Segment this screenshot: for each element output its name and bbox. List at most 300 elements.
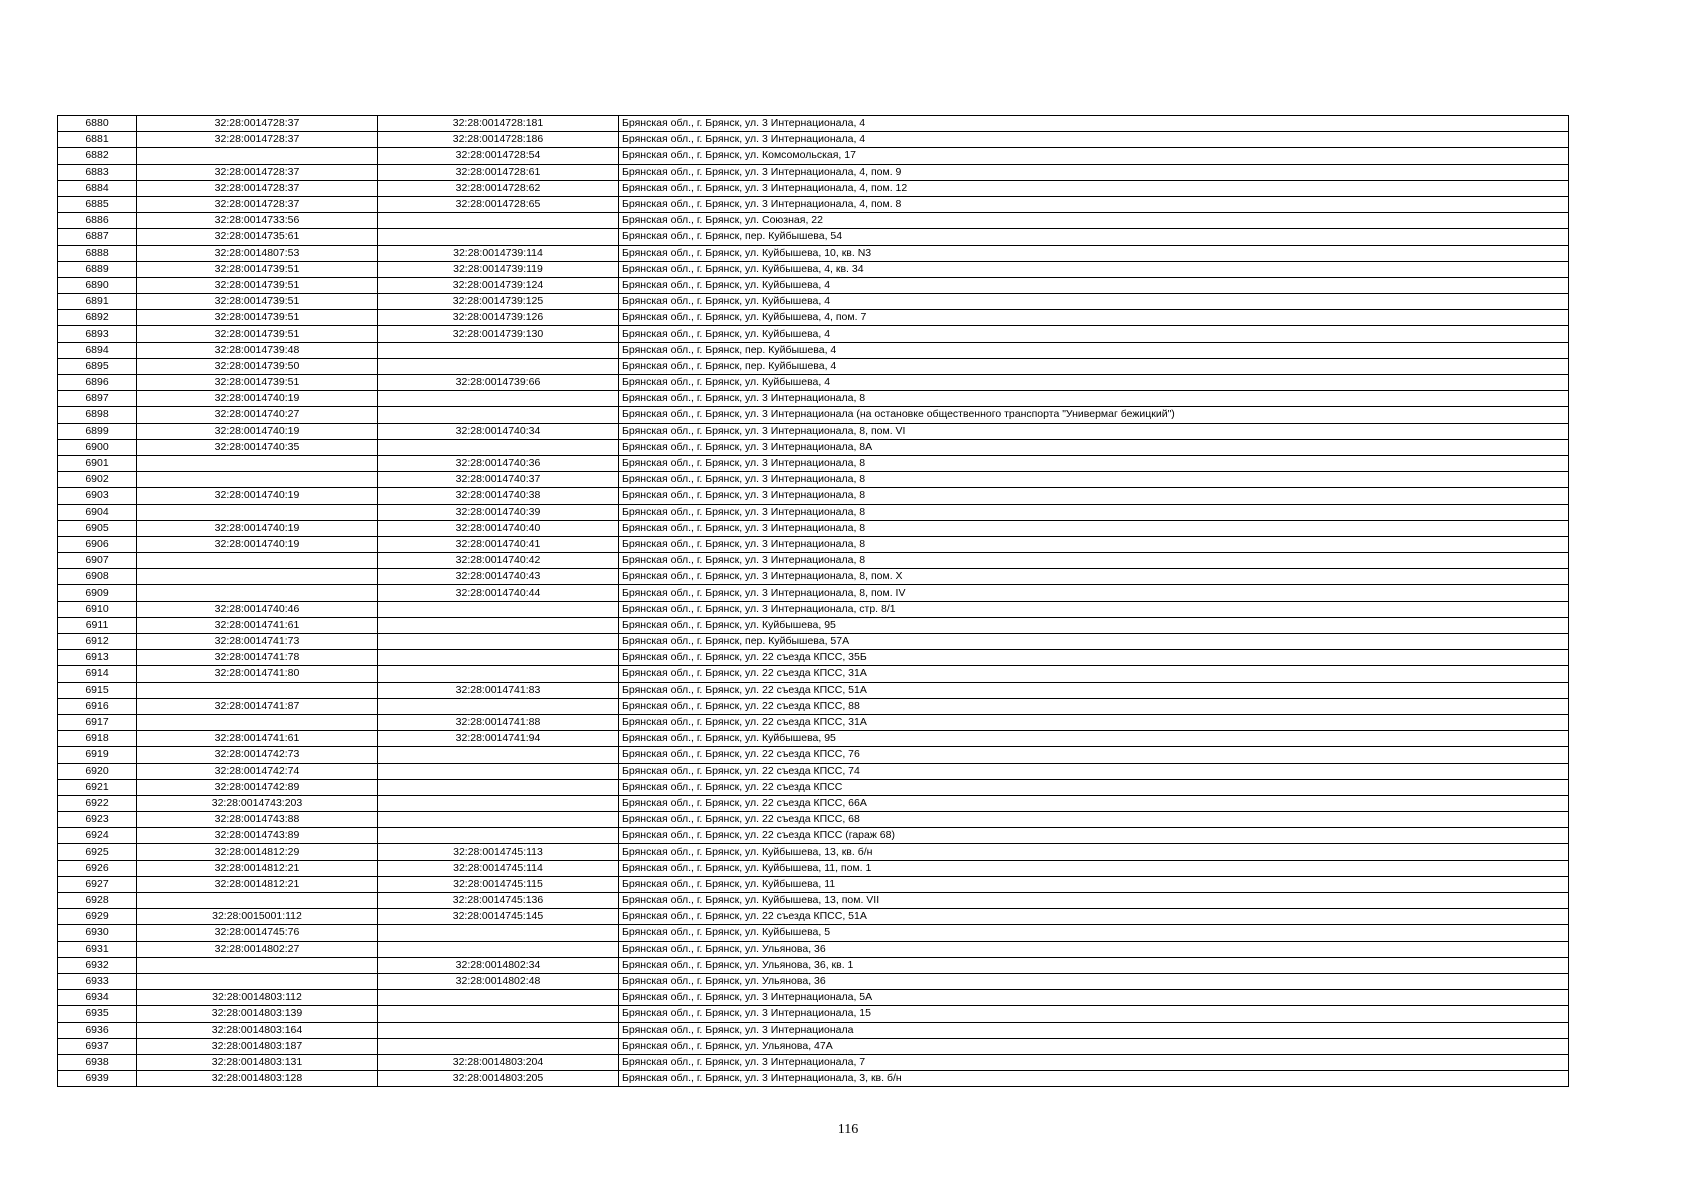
address-cell: Брянская обл., г. Брянск, ул. 22 съезда КПСС, 51А [619,909,1569,925]
address-cell: Брянская обл., г. Брянск, ул. Куйбышева, 95 [619,731,1569,747]
land-cadastral-number-cell [137,714,378,730]
row-number-cell: 6888 [58,245,137,261]
row-number-cell: 6887 [58,229,137,245]
object-cadastral-number-cell: 32:28:0014740:39 [378,504,619,520]
row-number-cell: 6916 [58,698,137,714]
object-cadastral-number-cell [378,650,619,666]
row-number-cell: 6896 [58,375,137,391]
table-row [58,795,1569,811]
table-row [58,407,1569,423]
row-number-cell: 6908 [58,569,137,585]
table-row [58,261,1569,277]
land-cadastral-number-cell: 32:28:0014739:51 [137,277,378,293]
row-number-cell: 6925 [58,844,137,860]
row-number-cell: 6924 [58,828,137,844]
object-cadastral-number-cell: 32:28:0014740:37 [378,472,619,488]
row-number-cell: 6929 [58,909,137,925]
table-row [58,439,1569,455]
land-cadastral-number-cell: 32:28:0014728:37 [137,116,378,132]
object-cadastral-number-cell: 32:28:0014802:48 [378,973,619,989]
address-cell: Брянская обл., г. Брянск, ул. 3 Интернационала, 8 [619,536,1569,552]
table-row [58,731,1569,747]
object-cadastral-number-cell [378,1038,619,1054]
table-row [58,941,1569,957]
table-row [58,504,1569,520]
table-row [58,844,1569,860]
object-cadastral-number-cell [378,779,619,795]
table-row [58,601,1569,617]
land-cadastral-number-cell: 32:28:0014812:21 [137,860,378,876]
row-number-cell: 6914 [58,666,137,682]
table-row [58,310,1569,326]
table-row [58,714,1569,730]
land-cadastral-number-cell: 32:28:0014739:48 [137,342,378,358]
land-cadastral-number-cell: 32:28:0014807:53 [137,245,378,261]
land-cadastral-number-cell: 32:28:0014742:74 [137,763,378,779]
object-cadastral-number-cell: 32:28:0014740:38 [378,488,619,504]
object-cadastral-number-cell [378,634,619,650]
object-cadastral-number-cell: 32:28:0014740:43 [378,569,619,585]
table-row [58,634,1569,650]
object-cadastral-number-cell: 32:28:0014745:113 [378,844,619,860]
land-cadastral-number-cell: 32:28:0014740:19 [137,423,378,439]
row-number-cell: 6882 [58,148,137,164]
row-number-cell: 6937 [58,1038,137,1054]
address-cell: Брянская обл., г. Брянск, ул. Куйбышева, 4 [619,277,1569,293]
object-cadastral-number-cell [378,941,619,957]
row-number-cell: 6899 [58,423,137,439]
land-cadastral-number-cell: 32:28:0014741:87 [137,698,378,714]
row-number-cell: 6919 [58,747,137,763]
row-number-cell: 6922 [58,795,137,811]
land-cadastral-number-cell [137,472,378,488]
land-cadastral-number-cell: 32:28:0014739:51 [137,326,378,342]
object-cadastral-number-cell: 32:28:0014728:186 [378,132,619,148]
object-cadastral-number-cell [378,990,619,1006]
object-cadastral-number-cell [378,763,619,779]
address-cell: Брянская обл., г. Брянск, ул. Куйбышева, 4 [619,326,1569,342]
row-number-cell: 6911 [58,617,137,633]
address-cell: Брянская обл., г. Брянск, ул. Куйбышева, 11, пом. 1 [619,860,1569,876]
table-row [58,666,1569,682]
address-cell: Брянская обл., г. Брянск, ул. Союзная, 22 [619,213,1569,229]
row-number-cell: 6892 [58,310,137,326]
row-number-cell: 6904 [58,504,137,520]
land-cadastral-number-cell: 32:28:0014740:46 [137,601,378,617]
row-number-cell: 6886 [58,213,137,229]
object-cadastral-number-cell [378,666,619,682]
land-cadastral-number-cell: 32:28:0014803:112 [137,990,378,1006]
row-number-cell: 6890 [58,277,137,293]
table-row [58,747,1569,763]
object-cadastral-number-cell: 32:28:0014740:42 [378,553,619,569]
table-row [58,650,1569,666]
land-cadastral-number-cell: 32:28:0014741:61 [137,617,378,633]
address-cell: Брянская обл., г. Брянск, ул. Ульянова, 36 [619,973,1569,989]
land-cadastral-number-cell: 32:28:0014728:37 [137,132,378,148]
table-row [58,893,1569,909]
table-row [58,213,1569,229]
address-cell: Брянская обл., г. Брянск, ул. 3 Интернационала, 8А [619,439,1569,455]
object-cadastral-number-cell [378,1006,619,1022]
object-cadastral-number-cell: 32:28:0014728:62 [378,180,619,196]
land-cadastral-number-cell: 32:28:0014742:89 [137,779,378,795]
address-cell: Брянская обл., г. Брянск, ул. 22 съезда КПСС, 68 [619,812,1569,828]
object-cadastral-number-cell: 32:28:0014739:126 [378,310,619,326]
land-cadastral-number-cell: 32:28:0014728:37 [137,196,378,212]
land-cadastral-number-cell [137,148,378,164]
land-cadastral-number-cell: 32:28:0014733:56 [137,213,378,229]
page-number: 116 [837,1122,859,1137]
row-number-cell: 6900 [58,439,137,455]
land-cadastral-number-cell: 32:28:0014742:73 [137,747,378,763]
object-cadastral-number-cell [378,601,619,617]
table-row [58,536,1569,552]
land-cadastral-number-cell: 32:28:0014728:37 [137,164,378,180]
land-cadastral-number-cell [137,455,378,471]
object-cadastral-number-cell: 32:28:0014741:83 [378,682,619,698]
land-cadastral-number-cell: 32:28:0014741:61 [137,731,378,747]
table-row [58,423,1569,439]
address-cell: Брянская обл., г. Брянск, ул. 3 Интернационала, 7 [619,1054,1569,1070]
table-row [58,277,1569,293]
address-cell: Брянская обл., г. Брянск, ул. 3 Интернационала, 8 [619,520,1569,536]
object-cadastral-number-cell: 32:28:0014728:181 [378,116,619,132]
land-cadastral-number-cell: 32:28:0014739:51 [137,310,378,326]
address-cell: Брянская обл., г. Брянск, ул. 22 съезда КПСС [619,779,1569,795]
address-cell: Брянская обл., г. Брянск, ул. 3 Интернационала, 15 [619,1006,1569,1022]
row-number-cell: 6917 [58,714,137,730]
row-number-cell: 6935 [58,1006,137,1022]
address-cell: Брянская обл., г. Брянск, ул. 3 Интернационала, 4 [619,132,1569,148]
table-row [58,148,1569,164]
table-row [58,1006,1569,1022]
row-number-cell: 6881 [58,132,137,148]
address-cell: Брянская обл., г. Брянск, пер. Куйбышева, 4 [619,358,1569,374]
object-cadastral-number-cell: 32:28:0014739:124 [378,277,619,293]
address-cell: Брянская обл., г. Брянск, пер. Куйбышева, 4 [619,342,1569,358]
row-number-cell: 6897 [58,391,137,407]
land-cadastral-number-cell: 32:28:0014739:51 [137,375,378,391]
row-number-cell: 6883 [58,164,137,180]
table-row [58,180,1569,196]
address-cell: Брянская обл., г. Брянск, ул. Куйбышева, 95 [619,617,1569,633]
row-number-cell: 6920 [58,763,137,779]
address-cell: Брянская обл., г. Брянск, ул. 3 Интернационала, 8 [619,504,1569,520]
table-row [58,472,1569,488]
table-row [58,973,1569,989]
row-number-cell: 6928 [58,893,137,909]
object-cadastral-number-cell [378,407,619,423]
address-cell: Брянская обл., г. Брянск, ул. 3 Интернационала, 4, пом. 8 [619,196,1569,212]
land-cadastral-number-cell: 32:28:0014735:61 [137,229,378,245]
land-cadastral-number-cell: 32:28:0014803:187 [137,1038,378,1054]
address-cell: Брянская обл., г. Брянск, пер. Куйбышева, 54 [619,229,1569,245]
object-cadastral-number-cell: 32:28:0014745:115 [378,876,619,892]
object-cadastral-number-cell: 32:28:0014739:130 [378,326,619,342]
row-number-cell: 6926 [58,860,137,876]
row-number-cell: 6931 [58,941,137,957]
row-number-cell: 6930 [58,925,137,941]
object-cadastral-number-cell: 32:28:0014803:204 [378,1054,619,1070]
object-cadastral-number-cell: 32:28:0014802:34 [378,957,619,973]
row-number-cell: 6901 [58,455,137,471]
table-row [58,245,1569,261]
table-row [58,375,1569,391]
object-cadastral-number-cell: 32:28:0014728:65 [378,196,619,212]
row-number-cell: 6934 [58,990,137,1006]
row-number-cell: 6938 [58,1054,137,1070]
object-cadastral-number-cell [378,828,619,844]
object-cadastral-number-cell [378,213,619,229]
table-row [58,860,1569,876]
row-number-cell: 6918 [58,731,137,747]
object-cadastral-number-cell [378,358,619,374]
land-cadastral-number-cell: 32:28:0014740:19 [137,536,378,552]
land-cadastral-number-cell [137,569,378,585]
row-number-cell: 6893 [58,326,137,342]
table-row [58,909,1569,925]
address-cell: Брянская обл., г. Брянск, ул. Куйбышева, 13, пом. VII [619,893,1569,909]
address-cell: Брянская обл., г. Брянск, ул. 3 Интернационала, 8, пом. X [619,569,1569,585]
table-row [58,164,1569,180]
table-row [58,455,1569,471]
row-number-cell: 6903 [58,488,137,504]
address-cell: Брянская обл., г. Брянск, ул. Куйбышева, 5 [619,925,1569,941]
land-cadastral-number-cell: 32:28:0014743:88 [137,812,378,828]
land-cadastral-number-cell: 32:28:0014739:50 [137,358,378,374]
address-cell: Брянская обл., г. Брянск, ул. Куйбышева, 13, кв. б/н [619,844,1569,860]
address-cell: Брянская обл., г. Брянск, ул. 22 съезда КПСС (гараж 68) [619,828,1569,844]
row-number-cell: 6880 [58,116,137,132]
land-cadastral-number-cell: 32:28:0014803:139 [137,1006,378,1022]
object-cadastral-number-cell [378,391,619,407]
row-number-cell: 6884 [58,180,137,196]
land-cadastral-number-cell: 32:28:0014812:29 [137,844,378,860]
row-number-cell: 6891 [58,294,137,310]
table-row [58,812,1569,828]
table-row [58,1054,1569,1070]
object-cadastral-number-cell: 32:28:0014745:136 [378,893,619,909]
table-row [58,569,1569,585]
land-cadastral-number-cell [137,957,378,973]
table-row [58,925,1569,941]
address-cell: Брянская обл., г. Брянск, ул. Куйбышева, 11 [619,876,1569,892]
object-cadastral-number-cell [378,747,619,763]
row-number-cell: 6907 [58,553,137,569]
table-row [58,957,1569,973]
land-cadastral-number-cell: 32:28:0014741:80 [137,666,378,682]
table-row [58,779,1569,795]
row-number-cell: 6913 [58,650,137,666]
object-cadastral-number-cell: 32:28:0014740:36 [378,455,619,471]
address-cell: Брянская обл., г. Брянск, ул. 3 Интернационала, 5А [619,990,1569,1006]
row-number-cell: 6912 [58,634,137,650]
land-cadastral-number-cell: 32:28:0015001:112 [137,909,378,925]
land-cadastral-number-cell [137,585,378,601]
land-cadastral-number-cell: 32:28:0014803:164 [137,1022,378,1038]
address-cell: Брянская обл., г. Брянск, ул. 3 Интернационала, 8 [619,472,1569,488]
address-cell: Брянская обл., г. Брянск, ул. Куйбышева, 4, пом. 7 [619,310,1569,326]
object-cadastral-number-cell [378,342,619,358]
land-cadastral-number-cell [137,553,378,569]
row-number-cell: 6936 [58,1022,137,1038]
object-cadastral-number-cell [378,439,619,455]
land-cadastral-number-cell [137,682,378,698]
object-cadastral-number-cell [378,229,619,245]
table-row [58,294,1569,310]
object-cadastral-number-cell: 32:28:0014739:119 [378,261,619,277]
land-cadastral-number-cell: 32:28:0014741:78 [137,650,378,666]
table-row [58,342,1569,358]
land-cadastral-number-cell: 32:28:0014743:203 [137,795,378,811]
table-row [58,682,1569,698]
land-cadastral-number-cell: 32:28:0014802:27 [137,941,378,957]
address-cell: Брянская обл., г. Брянск, ул. 22 съезда КПСС, 31А [619,666,1569,682]
land-cadastral-number-cell: 32:28:0014740:19 [137,488,378,504]
table-row [58,358,1569,374]
row-number-cell: 6898 [58,407,137,423]
table-row [58,1022,1569,1038]
table-row [58,828,1569,844]
table-row [58,1071,1569,1087]
land-cadastral-number-cell: 32:28:0014803:128 [137,1071,378,1087]
address-cell: Брянская обл., г. Брянск, ул. Ульянова, 47А [619,1038,1569,1054]
object-cadastral-number-cell: 32:28:0014740:44 [378,585,619,601]
row-number-cell: 6923 [58,812,137,828]
land-cadastral-number-cell: 32:28:0014728:37 [137,180,378,196]
object-cadastral-number-cell [378,812,619,828]
land-cadastral-number-cell: 32:28:0014741:73 [137,634,378,650]
address-cell: Брянская обл., г. Брянск, ул. 22 съезда КПСС, 66А [619,795,1569,811]
address-cell: Брянская обл., г. Брянск, ул. 3 Интернационала, 8, пом. VI [619,423,1569,439]
table-body [58,116,1569,1087]
row-number-cell: 6906 [58,536,137,552]
land-cadastral-number-cell [137,893,378,909]
object-cadastral-number-cell [378,617,619,633]
land-cadastral-number-cell: 32:28:0014740:35 [137,439,378,455]
address-cell: Брянская обл., г. Брянск, ул. Комсомольская, 17 [619,148,1569,164]
address-cell: Брянская обл., г. Брянск, ул. Куйбышева, 4 [619,375,1569,391]
table-row [58,116,1569,132]
address-cell: Брянская обл., г. Брянск, ул. 3 Интернационала, 8 [619,455,1569,471]
table-row [58,196,1569,212]
row-number-cell: 6885 [58,196,137,212]
row-number-cell: 6933 [58,973,137,989]
address-cell: Брянская обл., г. Брянск, ул. Куйбышева, 10, кв. N3 [619,245,1569,261]
address-cell: Брянская обл., г. Брянск, ул. 3 Интернационала, 8 [619,488,1569,504]
land-cadastral-number-cell: 32:28:0014743:89 [137,828,378,844]
table-row [58,391,1569,407]
table-row [58,488,1569,504]
address-cell: Брянская обл., г. Брянск, ул. 22 съезда КПСС, 88 [619,698,1569,714]
row-number-cell: 6921 [58,779,137,795]
cadastral-table [57,115,1569,1087]
row-number-cell: 6915 [58,682,137,698]
document-table-container [57,115,1568,1087]
row-number-cell: 6894 [58,342,137,358]
object-cadastral-number-cell: 32:28:0014741:94 [378,731,619,747]
object-cadastral-number-cell: 32:28:0014741:88 [378,714,619,730]
object-cadastral-number-cell: 32:28:0014745:145 [378,909,619,925]
object-cadastral-number-cell: 32:28:0014740:41 [378,536,619,552]
address-cell: Брянская обл., г. Брянск, ул. 3 Интернационала, 4, пом. 12 [619,180,1569,196]
address-cell: Брянская обл., г. Брянск, ул. 22 съезда КПСС, 51А [619,682,1569,698]
object-cadastral-number-cell [378,795,619,811]
address-cell: Брянская обл., г. Брянск, ул. 3 Интернационала, 8 [619,553,1569,569]
row-number-cell: 6905 [58,520,137,536]
object-cadastral-number-cell [378,925,619,941]
address-cell: Брянская обл., г. Брянск, ул. 3 Интернационала, 8 [619,391,1569,407]
address-cell: Брянская обл., г. Брянск, ул. 22 съезда КПСС, 31А [619,714,1569,730]
object-cadastral-number-cell: 32:28:0014740:40 [378,520,619,536]
address-cell: Брянская обл., г. Брянск, пер. Куйбышева, 57А [619,634,1569,650]
land-cadastral-number-cell: 32:28:0014812:21 [137,876,378,892]
row-number-cell: 6932 [58,957,137,973]
object-cadastral-number-cell: 32:28:0014739:114 [378,245,619,261]
object-cadastral-number-cell [378,1022,619,1038]
land-cadastral-number-cell [137,973,378,989]
row-number-cell: 6927 [58,876,137,892]
row-number-cell: 6910 [58,601,137,617]
object-cadastral-number-cell: 32:28:0014739:66 [378,375,619,391]
address-cell: Брянская обл., г. Брянск, ул. 3 Интернационала, стр. 8/1 [619,601,1569,617]
table-row [58,520,1569,536]
address-cell: Брянская обл., г. Брянск, ул. 3 Интернационала, 4 [619,116,1569,132]
object-cadastral-number-cell: 32:28:0014728:61 [378,164,619,180]
table-row [58,763,1569,779]
object-cadastral-number-cell: 32:28:0014803:205 [378,1071,619,1087]
row-number-cell: 6889 [58,261,137,277]
address-cell: Брянская обл., г. Брянск, ул. 3 Интернационала, 3, кв. б/н [619,1071,1569,1087]
address-cell: Брянская обл., г. Брянск, ул. 3 Интернационала [619,1022,1569,1038]
address-cell: Брянская обл., г. Брянск, ул. 22 съезда КПСС, 74 [619,763,1569,779]
row-number-cell: 6902 [58,472,137,488]
table-row [58,132,1569,148]
object-cadastral-number-cell: 32:28:0014739:125 [378,294,619,310]
table-row [58,326,1569,342]
land-cadastral-number-cell: 32:28:0014740:19 [137,391,378,407]
object-cadastral-number-cell: 32:28:0014745:114 [378,860,619,876]
address-cell: Брянская обл., г. Брянск, ул. 3 Интернационала (на остановке общественного транспорта "Универмаг бежицкий") [619,407,1569,423]
address-cell: Брянская обл., г. Брянск, ул. 22 съезда КПСС, 76 [619,747,1569,763]
land-cadastral-number-cell: 32:28:0014740:27 [137,407,378,423]
row-number-cell: 6895 [58,358,137,374]
table-row [58,617,1569,633]
address-cell: Брянская обл., г. Брянск, ул. Ульянова, 36, кв. 1 [619,957,1569,973]
land-cadastral-number-cell [137,504,378,520]
table-row [58,585,1569,601]
table-row [58,990,1569,1006]
table-row [58,229,1569,245]
land-cadastral-number-cell: 32:28:0014803:131 [137,1054,378,1070]
address-cell: Брянская обл., г. Брянск, ул. 3 Интернационала, 8, пом. IV [619,585,1569,601]
row-number-cell: 6939 [58,1071,137,1087]
object-cadastral-number-cell [378,698,619,714]
address-cell: Брянская обл., г. Брянск, ул. 22 съезда КПСС, 35Б [619,650,1569,666]
land-cadastral-number-cell: 32:28:0014739:51 [137,261,378,277]
object-cadastral-number-cell: 32:28:0014740:34 [378,423,619,439]
land-cadastral-number-cell: 32:28:0014745:76 [137,925,378,941]
table-row [58,1038,1569,1054]
table-row [58,698,1569,714]
table-row [58,553,1569,569]
address-cell: Брянская обл., г. Брянск, ул. 3 Интернационала, 4, пом. 9 [619,164,1569,180]
address-cell: Брянская обл., г. Брянск, ул. Ульянова, 36 [619,941,1569,957]
row-number-cell: 6909 [58,585,137,601]
object-cadastral-number-cell: 32:28:0014728:54 [378,148,619,164]
land-cadastral-number-cell: 32:28:0014739:51 [137,294,378,310]
